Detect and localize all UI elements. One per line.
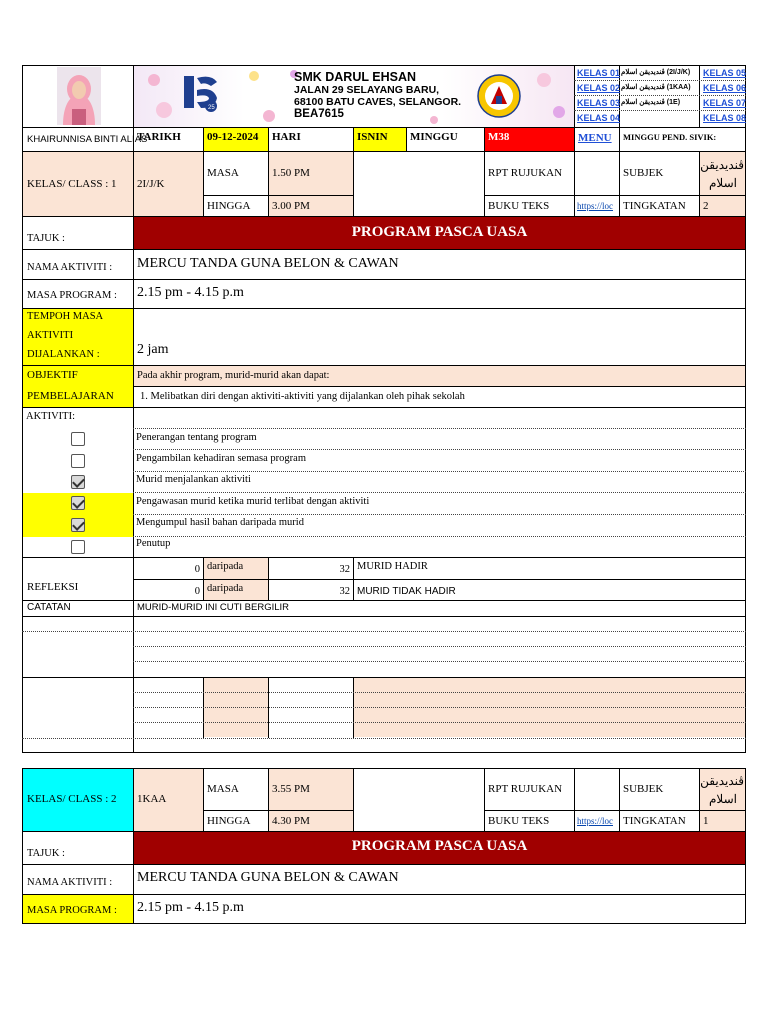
class1-hadir-daripada: daripada <box>207 561 244 572</box>
class1-activity-text-4: Pengawasan murid ketika murid terlibat dengan aktiviti <box>136 496 370 507</box>
class2-nama-label-cell <box>22 864 134 895</box>
class1-activity-text-2: Pengambilan kehadiran semasa program <box>136 453 306 464</box>
class2-rpt-label: RPT RUJUKAN <box>488 783 563 795</box>
class2-subjek-value-cell <box>699 768 746 811</box>
class1-tempoh-value: 2 jam <box>137 342 169 357</box>
class2-rpt-value-cell[interactable] <box>574 768 620 811</box>
minggu-pend-sivik-cell <box>619 127 746 152</box>
class1-tingkatan-value-cell <box>699 195 746 217</box>
class2-kelas-value: 1KAA <box>137 793 167 805</box>
class2-buku-link-cell[interactable] <box>574 810 620 832</box>
class1-catatan-value-cell[interactable] <box>133 600 746 617</box>
address-line-2: 68100 BATU CAVES, SELANGOR. <box>294 96 462 108</box>
class1-masa-label: MASA <box>207 167 239 179</box>
class2-masa-program-value-cell[interactable] <box>133 894 746 924</box>
address-line-1: JALAN 29 SELAYANG BARU, <box>294 84 440 96</box>
class1-hingga-value: 3.00 PM <box>272 200 310 212</box>
kelas-07-link[interactable]: KELAS 07 <box>703 98 747 108</box>
teacher-photo <box>57 67 101 125</box>
class2-buku-label-cell <box>484 810 575 832</box>
tarikh-label: TARIKH <box>137 131 181 143</box>
class1-subjek-value-cell <box>699 151 746 196</box>
class1-hingga-label: HINGGA <box>207 200 251 212</box>
class1-hadir-total-cell <box>268 557 354 580</box>
class1-tingkatan-label: TINGKATAN <box>623 200 686 212</box>
class1-tidak-count: 0 <box>194 586 200 597</box>
class2-subjek-label: SUBJEK <box>623 783 664 795</box>
class1-tajuk-value: PROGRAM PASCA UASA <box>351 224 528 240</box>
class1-tidak-daripada: daripada <box>207 583 244 594</box>
class1-objektif-label-2: PEMBELAJARAN <box>27 390 114 402</box>
class1-aktiviti-label: AKTIVITI: <box>26 411 75 422</box>
class1-objektif-label-cell <box>22 365 134 408</box>
class1-tajuk-label-cell <box>22 216 134 250</box>
class1-activity-text-3: Murid menjalankan aktiviti <box>136 474 251 485</box>
class1-activity-checkbox-6[interactable] <box>71 540 85 554</box>
hari-label: HARI <box>272 131 301 143</box>
school-code: BEA7615 <box>294 108 344 120</box>
class1-objektif-item: 1. Melibatkan diri dengan aktiviti-aktiviti yang dijalankan oleh pihak sekolah <box>140 391 465 402</box>
minggu-value: M38 <box>488 131 510 143</box>
class1-rpt-value-cell[interactable] <box>574 151 620 196</box>
class1-tempoh-label-2: AKTIVITI <box>27 330 74 341</box>
class1-subjek-label: SUBJEK <box>623 167 664 179</box>
hari-value-cell[interactable] <box>353 127 407 152</box>
class1-activity-checkbox-1[interactable] <box>71 432 85 446</box>
kelas-04-link[interactable]: KELAS 04 <box>577 113 621 123</box>
class1-activity-text-5: Mengumpul hasil bahan daripada murid <box>136 517 304 528</box>
class1-objektif-item-cell[interactable] <box>133 386 746 408</box>
kelas-03-subject: ڤنديديقن اسلام (1E) <box>621 99 681 106</box>
class1-rpt-label-cell <box>484 151 575 196</box>
class1-masa-program-value-cell[interactable] <box>133 279 746 309</box>
tarikh-value: 09-12-2024 <box>207 131 259 143</box>
class1-rpt-label: RPT RUJUKAN <box>488 167 563 179</box>
class1-buku-label: BUKU TEKS <box>488 200 550 212</box>
class1-hadir-total: 32 <box>339 564 350 575</box>
class1-tajuk-value-cell <box>133 216 746 250</box>
class2-hingga-value-cell[interactable] <box>268 810 354 832</box>
class2-kelas-label: KELAS/ CLASS : 2 <box>27 793 117 805</box>
kelas-02-subject: ڤنديديقن اسلام (1KAA) <box>621 84 691 91</box>
class2-masa-label-cell <box>203 768 269 811</box>
class1-nama-value-cell[interactable] <box>133 249 746 280</box>
class1-tajuk-label: TAJUK : <box>27 233 65 244</box>
class2-tingkatan-label-cell <box>619 810 700 832</box>
class2-masa-program-label-cell <box>22 894 134 924</box>
class1-tidak-daripada-cell <box>203 579 269 601</box>
class1-refleksi-label: REFLEKSI <box>27 581 79 593</box>
class1-masa-value: 1.50 PM <box>272 167 310 179</box>
kelas-01-subject: ڤنديديقن اسلام (2I/J/K) <box>621 69 691 76</box>
tarikh-label-cell <box>133 127 204 152</box>
class2-buku-link[interactable]: https://loc <box>577 816 613 826</box>
hari-label-cell <box>268 127 354 152</box>
class1-tempoh-label-1: TEMPOH MASA <box>27 311 104 322</box>
class1-refleksi-label-cell <box>22 557 134 601</box>
teacher-name: KHAIRUNNISA BINTI ALIAS <box>27 134 148 145</box>
class1-masa-program-value: 2.15 pm - 4.15 p.m <box>137 285 244 300</box>
school-logo <box>181 72 221 118</box>
class2-hingga-label-cell <box>203 810 269 832</box>
class1-catatan-value: MURID-MURID INI CUTI BERGILIR <box>137 602 289 613</box>
class1-activity-checkbox-3[interactable] <box>71 475 85 489</box>
class1-masa-label-cell <box>203 151 269 196</box>
class1-activity-checkbox-5[interactable] <box>71 518 85 532</box>
minggu-value-cell[interactable] <box>484 127 575 152</box>
menu-link[interactable]: MENU <box>578 132 612 144</box>
class2-hingga-value: 4.30 PM <box>272 815 310 827</box>
class1-tingkatan-value: 2 <box>703 200 709 212</box>
class1-tidak-label-cell <box>353 579 746 601</box>
class2-kelas-label-cell <box>22 768 134 832</box>
class1-tempoh-label-cell <box>22 308 134 366</box>
class1-blank-cell <box>353 151 485 217</box>
class1-masa-program-label-cell <box>22 279 134 309</box>
menu-cell[interactable] <box>574 127 620 152</box>
class2-tingkatan-value: 1 <box>703 815 709 827</box>
school-banner <box>133 65 575 128</box>
class2-nama-value: MERCU TANDA GUNA BELON & CAWAN <box>137 870 399 885</box>
minggu-label: MINGGU <box>410 131 458 143</box>
class2-nama-value-cell[interactable] <box>133 864 746 895</box>
class1-tempoh-label-3: DIJALANKAN : <box>27 349 100 360</box>
class1-activity-checkbox-2[interactable] <box>71 454 85 468</box>
class1-subjek-label-cell <box>619 151 700 196</box>
class1-kelas-value-cell <box>133 151 204 217</box>
teacher-name-cell <box>22 127 148 152</box>
class2-blank-cell <box>353 768 485 832</box>
class1-activity-text-6: Penutup <box>136 538 171 549</box>
minggu-label-cell <box>406 127 485 152</box>
class1-hadir-count: 0 <box>194 564 200 575</box>
class2-hingga-label: HINGGA <box>207 815 251 827</box>
minggu-pend-sivik: MINGGU PEND. SIVIK: <box>623 132 717 142</box>
class2-subjek-label-cell <box>619 768 700 811</box>
class1-kelas-label-cell <box>22 151 134 217</box>
kelas-05-link[interactable]: KELAS 05 <box>703 68 747 78</box>
ministry-logo <box>477 74 521 118</box>
class1-hingga-label-cell <box>203 195 269 217</box>
class2-masa-program-label: MASA PROGRAM : <box>27 905 117 916</box>
kelas-03-link[interactable]: KELAS 03 <box>577 98 621 108</box>
kelas-01-link[interactable]: KELAS 01 <box>577 68 621 78</box>
class1-nama-label-cell <box>22 249 134 280</box>
class1-objektif-intro: Pada akhir program, murid-murid akan dapat: <box>137 370 330 381</box>
class1-subjek-value: ڤنديديقن اسلام <box>700 158 744 190</box>
class2-tingkatan-label: TINGKATAN <box>623 815 686 827</box>
class2-tajuk-label-cell <box>22 831 134 865</box>
class1-catatan-label: CATATAN <box>27 602 71 613</box>
class1-hadir-label-cell <box>353 557 746 580</box>
class2-masa-program-value: 2.15 pm - 4.15 p.m <box>137 900 244 915</box>
class1-tidak-total: 32 <box>339 586 350 597</box>
class1-masa-program-label: MASA PROGRAM : <box>27 290 117 301</box>
class2-masa-value-cell[interactable] <box>268 768 354 811</box>
class1-buku-link[interactable]: https://loc <box>577 201 613 211</box>
class2-tajuk-value: PROGRAM PASCA UASA <box>351 838 528 854</box>
class1-hadir-daripada-cell <box>203 557 269 580</box>
class1-activity-checkbox-4[interactable] <box>71 496 85 510</box>
kelas-02-link[interactable]: KELAS 02 <box>577 83 621 93</box>
hari-value: ISNIN <box>357 131 388 143</box>
class1-buku-link-cell[interactable] <box>574 195 620 217</box>
class2-tajuk-label: TAJUK : <box>27 848 65 859</box>
class1-hadir-count-cell[interactable] <box>133 557 204 580</box>
class2-masa-value: 3.55 PM <box>272 783 310 795</box>
class2-masa-label: MASA <box>207 783 239 795</box>
class2-rpt-label-cell <box>484 768 575 811</box>
class1-objektif-intro-cell <box>133 365 746 387</box>
class1-nama-label: NAMA AKTIVITI : <box>27 262 113 273</box>
class2-nama-label: NAMA AKTIVITI : <box>27 877 113 888</box>
school-name: SMK DARUL EHSAN <box>294 70 416 84</box>
class1-masa-value-cell[interactable] <box>268 151 354 196</box>
class1-nama-value: MERCU TANDA GUNA BELON & CAWAN <box>137 256 399 271</box>
class1-objektif-label-1: OBJEKTIF <box>27 369 78 381</box>
class1-tidak-count-cell[interactable] <box>133 579 204 601</box>
class2-tajuk-value-cell <box>133 831 746 865</box>
class1-tempoh-value-cell[interactable] <box>133 308 746 366</box>
class2-kelas-value-cell <box>133 768 204 832</box>
class2-tingkatan-value-cell <box>699 810 746 832</box>
kelas-06-link[interactable]: KELAS 06 <box>703 83 747 93</box>
kelas-08-link[interactable]: KELAS 08 <box>703 113 747 123</box>
class2-buku-label: BUKU TEKS <box>488 815 550 827</box>
class1-hadir-label: MURID HADIR <box>357 561 428 572</box>
class1-buku-label-cell <box>484 195 575 217</box>
svg-text:25: 25 <box>208 105 215 111</box>
class1-tingkatan-label-cell <box>619 195 700 217</box>
class1-tidak-label: MURID TIDAK HADIR <box>357 586 456 597</box>
class1-kelas-label: KELAS/ CLASS : 1 <box>27 178 117 190</box>
class1-activity-text-1: Penerangan tentang program <box>136 432 257 443</box>
class2-subjek-value: ڤنديديقن اسلام <box>700 774 744 806</box>
class1-hingga-value-cell[interactable] <box>268 195 354 217</box>
class1-tidak-total-cell <box>268 579 354 601</box>
class1-catatan-label-cell <box>22 600 134 617</box>
class1-kelas-value: 2I/J/K <box>137 178 165 190</box>
tarikh-value-cell[interactable] <box>203 127 269 152</box>
